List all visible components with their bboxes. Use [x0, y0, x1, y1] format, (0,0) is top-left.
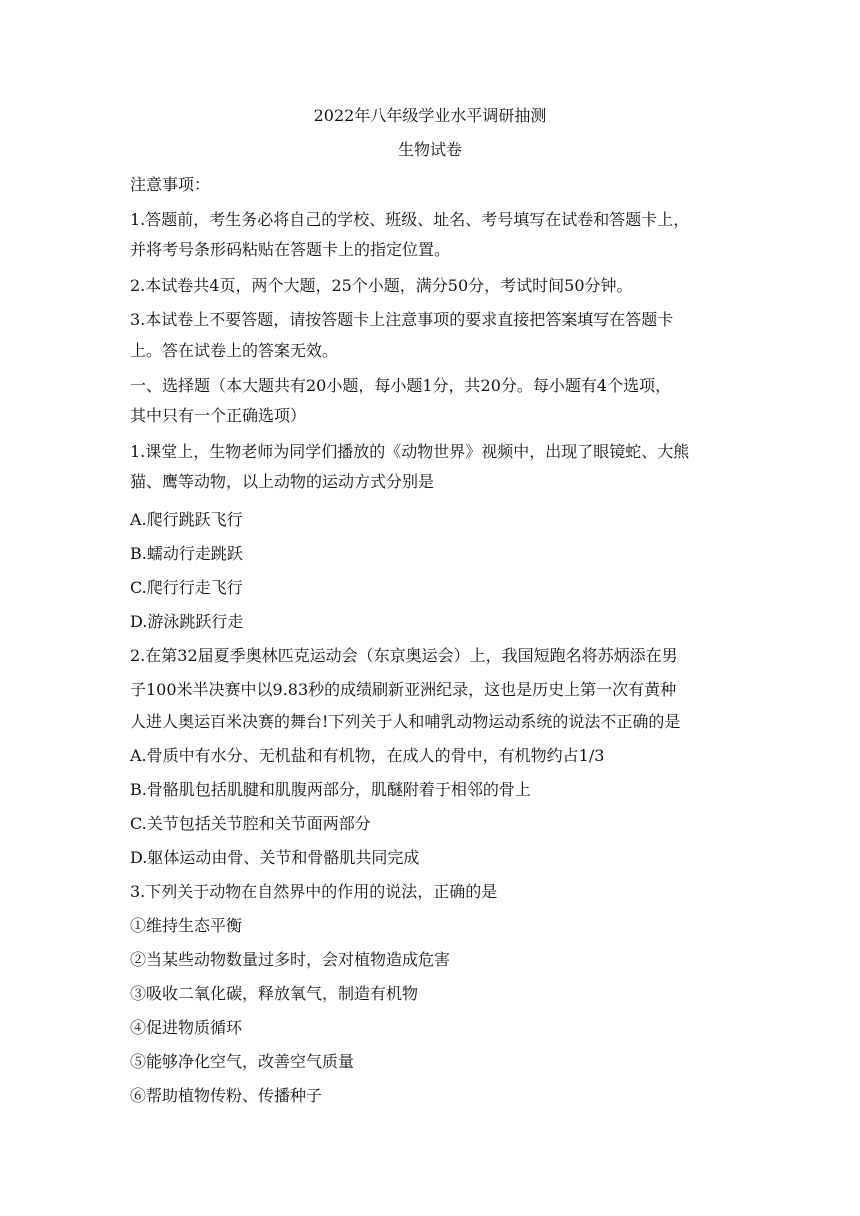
list-item: ④促进物质循环: [130, 1018, 243, 1037]
option-a: A.骨质中有水分、无机盐和有机物，在成人的骨中，有机物约占1/3: [130, 746, 605, 765]
list-item: ⑥帮助植物传粉、传播种子: [130, 1086, 323, 1105]
notice-line: 并将考号条形码粘贴在答题卡上的指定位置。: [130, 240, 451, 259]
notice-line: 2.本试卷共4页，两个大题，25个小题，满分50分，考试时间50分钟。: [130, 276, 633, 295]
list-item: ①维持生态平衡: [130, 916, 243, 935]
option-a: A.爬行跳跃飞行: [130, 510, 243, 529]
exam-subtitle: 生物试卷: [397, 140, 462, 159]
option-b: B.骨骼肌包括肌腱和肌腹两部分，肌醚附着于相邻的骨上: [130, 780, 531, 799]
option-c: C.关节包括关节腔和关节面两部分: [130, 814, 371, 833]
notice-line: 上。答在试卷上的答案无效。: [130, 341, 339, 360]
section-heading: 其中只有一个正确选项）: [130, 406, 307, 425]
question-stem: 3.下列关于动物在自然界中的作用的说法，正确的是: [130, 882, 498, 901]
list-item: ⑤能够净化空气，改善空气质量: [130, 1052, 355, 1071]
option-d: D.躯体运动由骨、关节和骨骼肌共同完成: [130, 848, 420, 867]
question-stem: 人进人奥运百米决赛的舞台!下列关于人和哺乳动物运动系统的说法不正确的是: [130, 712, 681, 731]
question-stem: 猫、鹰等动物，以上动物的运动方式分别是: [130, 472, 435, 491]
notice-heading: 注意事项：: [130, 175, 211, 194]
exam-title: 2022年八年级学业水平调研抽测: [313, 106, 547, 125]
section-heading: 一、选择题（本大题共有20小题，每小题1分，共20分。每小题有4个选项，: [130, 376, 672, 395]
notice-line: 3.本试卷上不要答题，请按答题卡上注意事项的要求直接把答案填写在答题卡: [130, 310, 674, 329]
notice-line: 1.答题前，考生务必将自己的学校、班级、址名、考号填写在试卷和答题卡上，: [130, 210, 690, 229]
question-stem: 2.在第32届夏季奥林匹克运动会（东京奥运会）上，我国短跑名将苏炳添在男: [130, 646, 678, 665]
option-c: C.爬行行走飞行: [130, 578, 243, 597]
question-stem: 1.课堂上，生物老师为同学们播放的《动物世界》视频中，出现了眼镜蛇、大熊: [130, 442, 690, 461]
option-b: B.蠕动行走跳跃: [130, 544, 243, 563]
option-d: D.游泳跳跃行走: [130, 612, 244, 631]
list-item: ③吸收二氧化碳，释放氧气，制造有机物: [130, 984, 419, 1003]
list-item: ②当某些动物数量过多时，会对植物造成危害: [130, 950, 451, 969]
question-stem: 子100米半决赛中以9.83秒的成绩刷新亚洲纪录，这也是历史上第一次有黄种: [130, 680, 677, 699]
